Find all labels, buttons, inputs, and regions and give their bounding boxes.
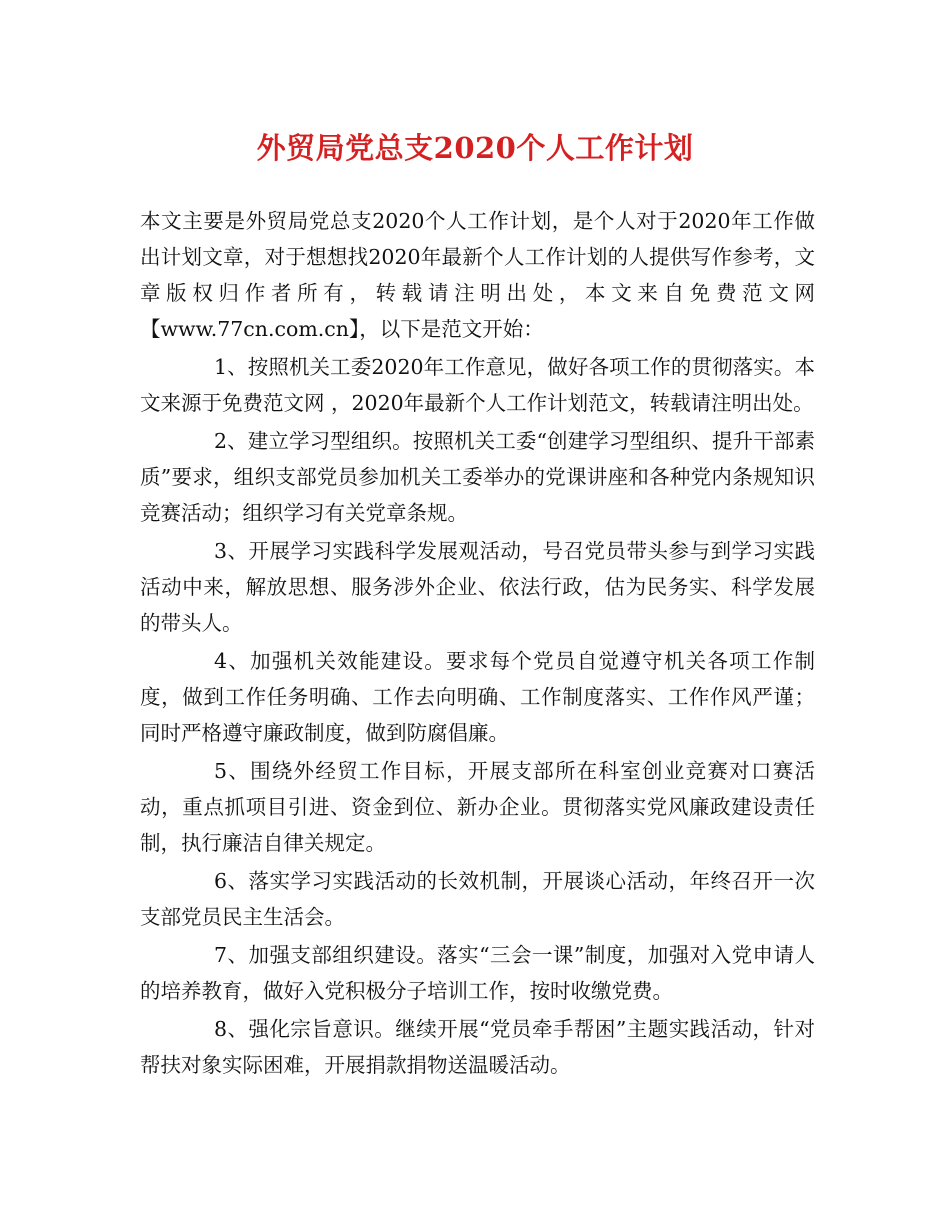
paragraph-4: 4、加强机关效能建设。要求每个党员自觉遵守机关各项工作制度，做到工作任务明确、工作去向明确、工作制度落实、工作作风严谨；同时严格遵守廉政制度，做到防腐倡廉。 [140, 649, 815, 745]
document-title: 外贸局党总支2020个人工作计划 [256, 131, 694, 165]
intro-paragraph: 本文主要是外贸局党总支2020个人工作计划，是个人对于2020年工作做出计划文章，对于想想找2020年最新个人工作计划的人提供写作参考，文章版权归作者所有，转载请注明出处，本文来自免费范文网【www.77cn.com.cn】，以下是范文开始： [140, 209, 815, 341]
paragraph-6: 6、落实学习实践活动的长效机制，开展谈心活动，年终召开一次支部党员民主生活会。 [140, 869, 815, 929]
document-body [140, 203, 815, 1085]
paragraph-1: 1、按照机关工委2020年工作意见，做好各项工作的贯彻落实。本文来源于免费范文网 ，2020年最新个人工作计划范文，转载请注明出处。 [140, 355, 815, 415]
paragraph-2: 2、建立学习型组织。按照机关工委“创建学习型组织、提升干部素质”要求，组织支部党员参加机关工委举办的党课讲座和各种党内条规知识竞赛活动；组织学习有关党章条规。 [140, 429, 815, 525]
paragraph-8: 8、强化宗旨意识。继续开展“党员牵手帮困”主题实践活动，针对帮扶对象实际困难，开展捐款捐物送温暖活动。 [140, 1017, 815, 1077]
paragraph-5: 5、围绕外经贸工作目标，开展支部所在科室创业竞赛对口赛活动，重点抓项目引进、资金到位、新办企业。贯彻落实党风廉政建设责任制，执行廉洁自律关规定。 [140, 759, 815, 855]
paragraph-3: 3、开展学习实践科学发展观活动，号召党员带头参与到学习实践活动中来，解放思想、服务涉外企业、依法行政，估为民务实、科学发展的带头人。 [140, 539, 815, 635]
paragraph-7: 7、加强支部组织建设。落实“三会一课”制度，加强对入党申请人的培养教育，做好入党积极分子培训工作，按时收缴党费。 [140, 943, 815, 1003]
